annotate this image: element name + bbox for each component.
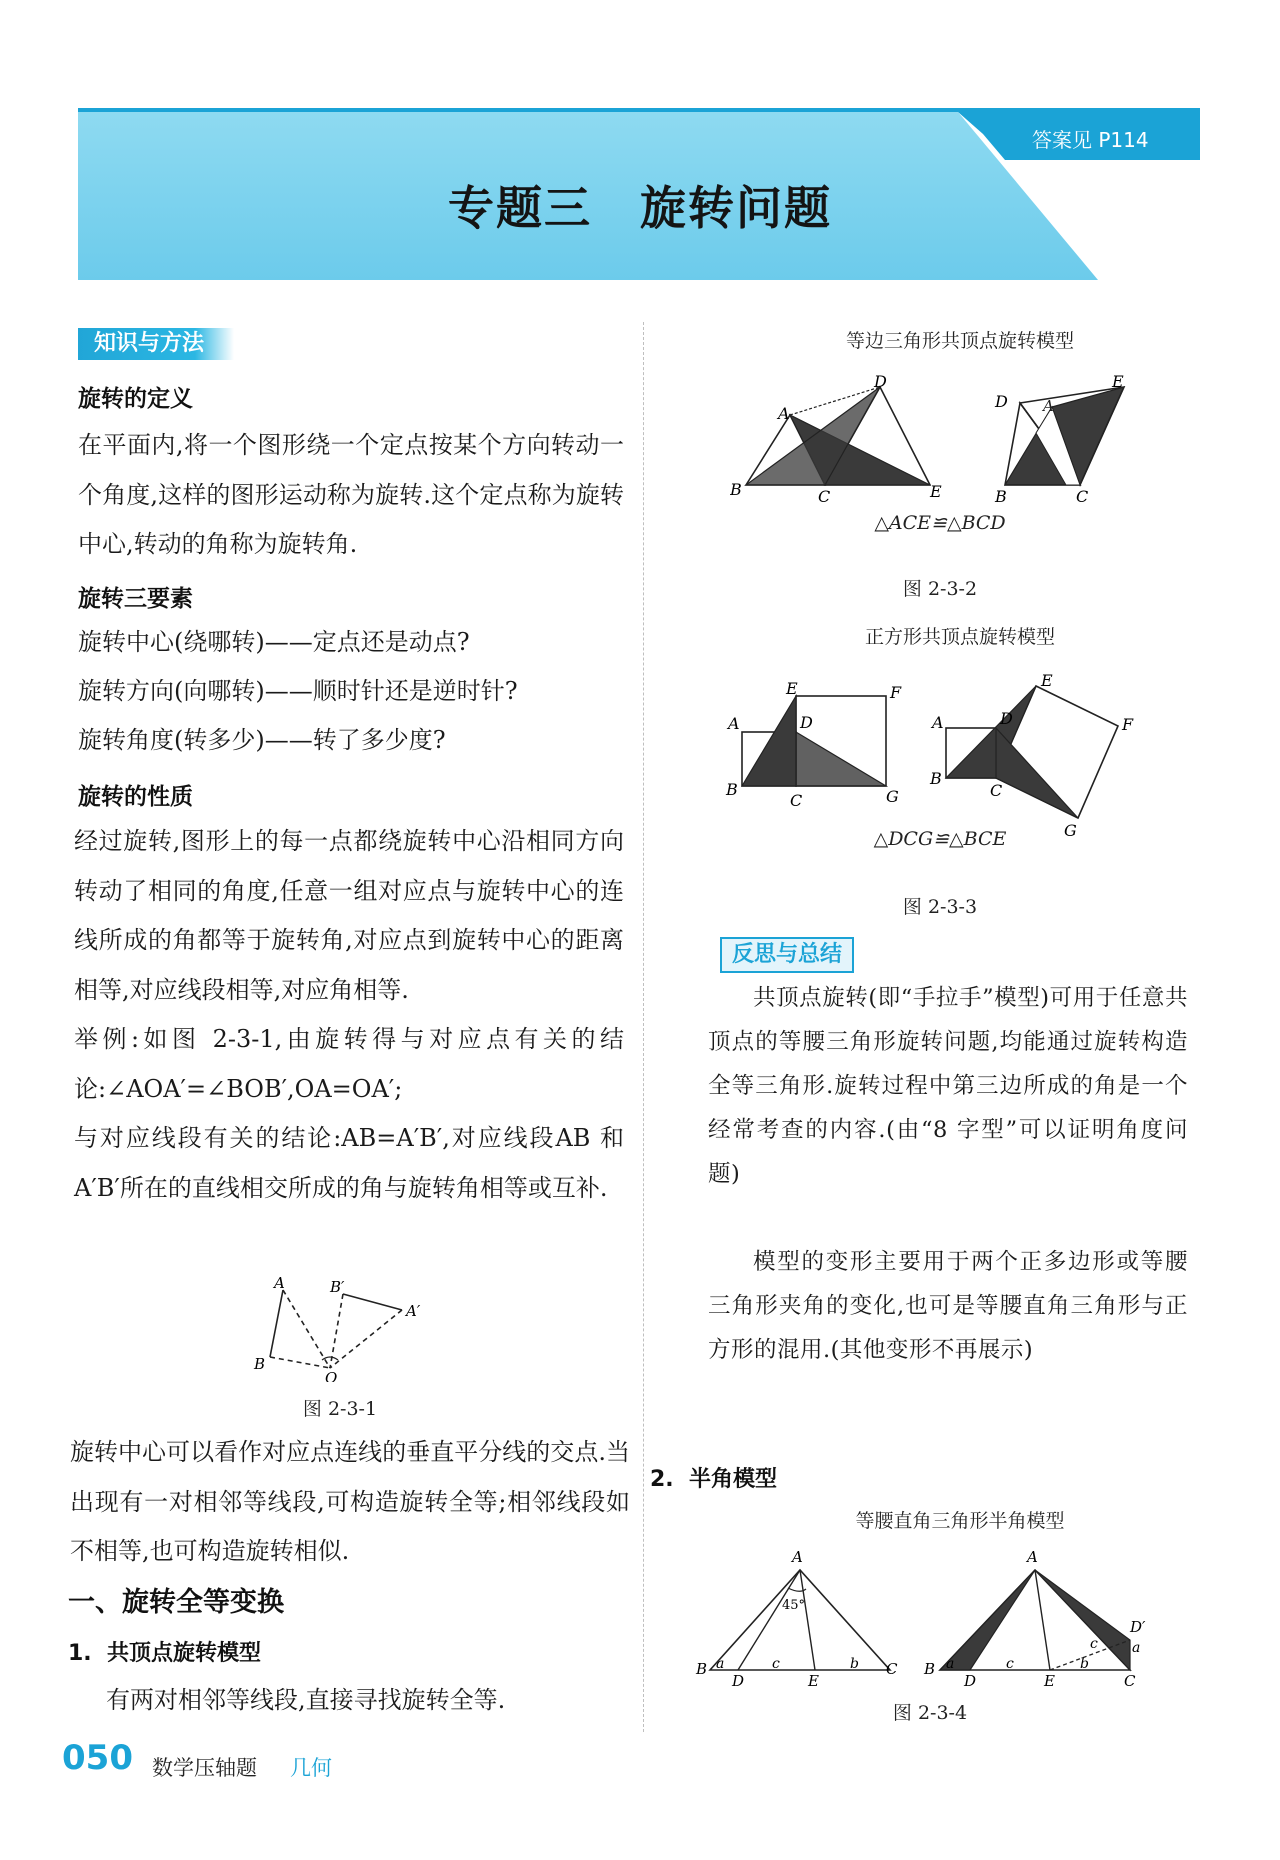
definition-heading: 旋转的定义 [78,386,193,412]
figure-2-3-3 [720,672,1160,842]
fig4-right-label-a-seg: a [946,1656,955,1672]
fig2-right-label-e: E [1112,375,1124,391]
fig4-left-label-a-seg: a [716,1656,725,1672]
rotation-center-text [70,1428,630,1577]
column-divider [643,322,644,1732]
reflection-tag: 反思与总结 [720,937,854,973]
fig3-left-label-a: A [728,714,740,733]
subsection-1-text: 有两对相邻等线段,直接寻找旋转全等. [106,1686,506,1714]
fig1-label-a: A [274,1274,285,1292]
fig3-right-label-d: D [1000,709,1013,728]
figure-2-3-4-title: 等腰直角三角形半角模型 [855,1510,1065,1532]
fig4-right-label-c: C [1124,1672,1136,1690]
section-1-heading: 一、旋转全等变换 [68,1587,284,1618]
fig4-right-label-c-seg: c [1006,1656,1014,1672]
fig3-right-label-e: E [1041,672,1053,690]
section-tag-knowledge: 知识与方法 [78,328,234,360]
fig1-label-b: B [254,1355,266,1373]
figure-2-3-3-relation: △DCG≌△BCE [873,828,1007,850]
fig4-left-label-c: C [886,1660,898,1678]
figure-2-3-1 [250,1272,450,1382]
definition-text [78,421,624,570]
fig3-right-label-g: G [1064,821,1077,840]
fig4-left-label-e: E [808,1672,819,1690]
fig4-right-label-b: B [924,1660,936,1678]
fig4-right-label-dp: D′ [1130,1618,1146,1636]
fig4-left-label-b-seg: b [850,1656,859,1672]
figure-2-3-1-caption: 图 2-3-1 [302,1398,378,1420]
element-item-direction: 旋转方向(向哪转)——顺时针还是逆时针? [78,677,518,705]
fig4-right-label-a2: a [1132,1640,1141,1656]
fig2-left-label-e: E [930,482,942,501]
element-item-center: 旋转中心(绕哪转)——定点还是动点? [78,628,470,656]
fig3-right-label-c: C [990,781,1003,800]
page-title [0,172,1280,238]
fig2-right-label-d: D [995,392,1008,411]
fig4-left-label-a: A [792,1548,803,1566]
rotation-center-paragraph: 旋转中心可以看作对应点连线的垂直平分线的交点.当出现有一对相邻等线段,可构造旋转全等;相邻线段如不相等,也可构造旋转相似. [70,1438,630,1565]
fig3-left-label-f: F [890,683,902,702]
subsection-1-heading: 1. 共顶点旋转模型 [68,1641,261,1666]
fig2-left-label-d: D [874,375,887,391]
fig2-left-label-c: C [818,487,831,506]
fig3-left-label-b: B [726,780,738,799]
fig4-left-angle: 45° [782,1598,806,1613]
fig3-left-label-e: E [786,679,798,698]
fig3-left-label-c: C [790,791,803,810]
fig3-left-label-g: G [886,787,899,806]
book-title: 数学压轴题 [152,1756,257,1780]
fig4-right-label-b-seg: b [1080,1656,1089,1672]
fig4-left-label-c-seg: c [772,1656,780,1672]
example-paragraph-1: 举例:如图 2-3-1,由旋转得与对应点有关的结论:∠AOA′=∠BOB′,OA=OA′; [74,1025,624,1103]
fig1-label-bp: B′ [330,1278,345,1296]
fig4-right-label-c2: c [1090,1636,1098,1652]
fig1-label-ap: A′ [406,1302,421,1320]
properties-text [74,817,624,1213]
figure-2-3-3-title: 正方形共顶点旋转模型 [864,626,1055,648]
title-part-2: 旋转问题 [640,181,832,235]
fig3-left-label-d: D [800,713,813,732]
fig3-right-label-f: F [1122,715,1134,734]
fig4-left-label-b: B [696,1660,708,1678]
fig4-right-label-a: A [1027,1548,1038,1566]
fig3-right-label-b: B [930,769,942,788]
answer-reference: 答案见 P114 [1032,128,1149,152]
properties-paragraph: 经过旋转,图形上的每一点都绕旋转中心沿相同方向转动了相同的角度,任意一组对应点与旋转中心的连线所成的角都等于旋转角,对应点到旋转中心的距离相等,对应线段相等,对应角相等. [74,827,624,1004]
subsection-2-heading: 2. 半角模型 [650,1467,777,1492]
fig2-right-label-a: A [1043,397,1054,415]
title-part-1: 专题三 [448,181,592,235]
fig2-left-label-b: B [730,480,742,499]
figure-2-3-3-caption: 图 2-3-3 [902,896,978,918]
figure-2-3-4-caption: 图 2-3-4 [892,1702,968,1724]
properties-heading: 旋转的性质 [78,784,193,810]
definition-paragraph: 在平面内,将一个图形绕一个定点按某个方向转动一个角度,这样的图形运动称为旋转.这个定点称为旋转中心,转动的角称为旋转角. [78,431,624,558]
figure-2-3-2-caption: 图 2-3-2 [902,578,978,600]
figure-2-3-2-relation: △ACE≌△BCD [874,512,1006,534]
fig2-right-label-c: C [1076,487,1089,506]
fig3-right-label-a: A [932,713,944,732]
book-subtitle: 几何 [290,1756,332,1780]
fig4-left-label-d: D [732,1672,745,1690]
page-number: 050 [62,1738,133,1778]
fig4-right-label-e: E [1044,1672,1055,1690]
reflection-paragraph-2: 模型的变形主要用于两个正多边形或等腰三角形夹角的变化,也可是等腰直角三角形与正方形的混用.(其他变形不再展示) [708,1249,1188,1363]
figure-2-3-2 [730,375,1150,535]
reflection-paragraph-1: 共顶点旋转(即“手拉手”模型)可用于任意共顶点的等腰三角形旋转问题,均能通过旋转构造全等三角形.旋转过程中第三边所成的角是一个经常考查的内容.(由“8 字型”可以证明角度问题) [708,985,1188,1187]
figure-2-3-2-title: 等边三角形共顶点旋转模型 [845,330,1074,352]
fig2-right-label-b: B [995,487,1007,506]
figure-2-3-4 [690,1548,1180,1690]
example-paragraph-2: 与对应线段有关的结论:AB=A′B′,对应线段AB 和 A′B′所在的直线相交所成的角与旋转角相等或互补. [74,1124,624,1202]
element-item-angle: 旋转角度(转多少)——转了多少度? [78,726,446,754]
fig2-left-label-a: A [778,404,790,423]
three-elements-heading: 旋转三要素 [78,586,193,612]
fig4-right-label-d: D [964,1672,977,1690]
fig1-label-o: O [325,1369,338,1382]
